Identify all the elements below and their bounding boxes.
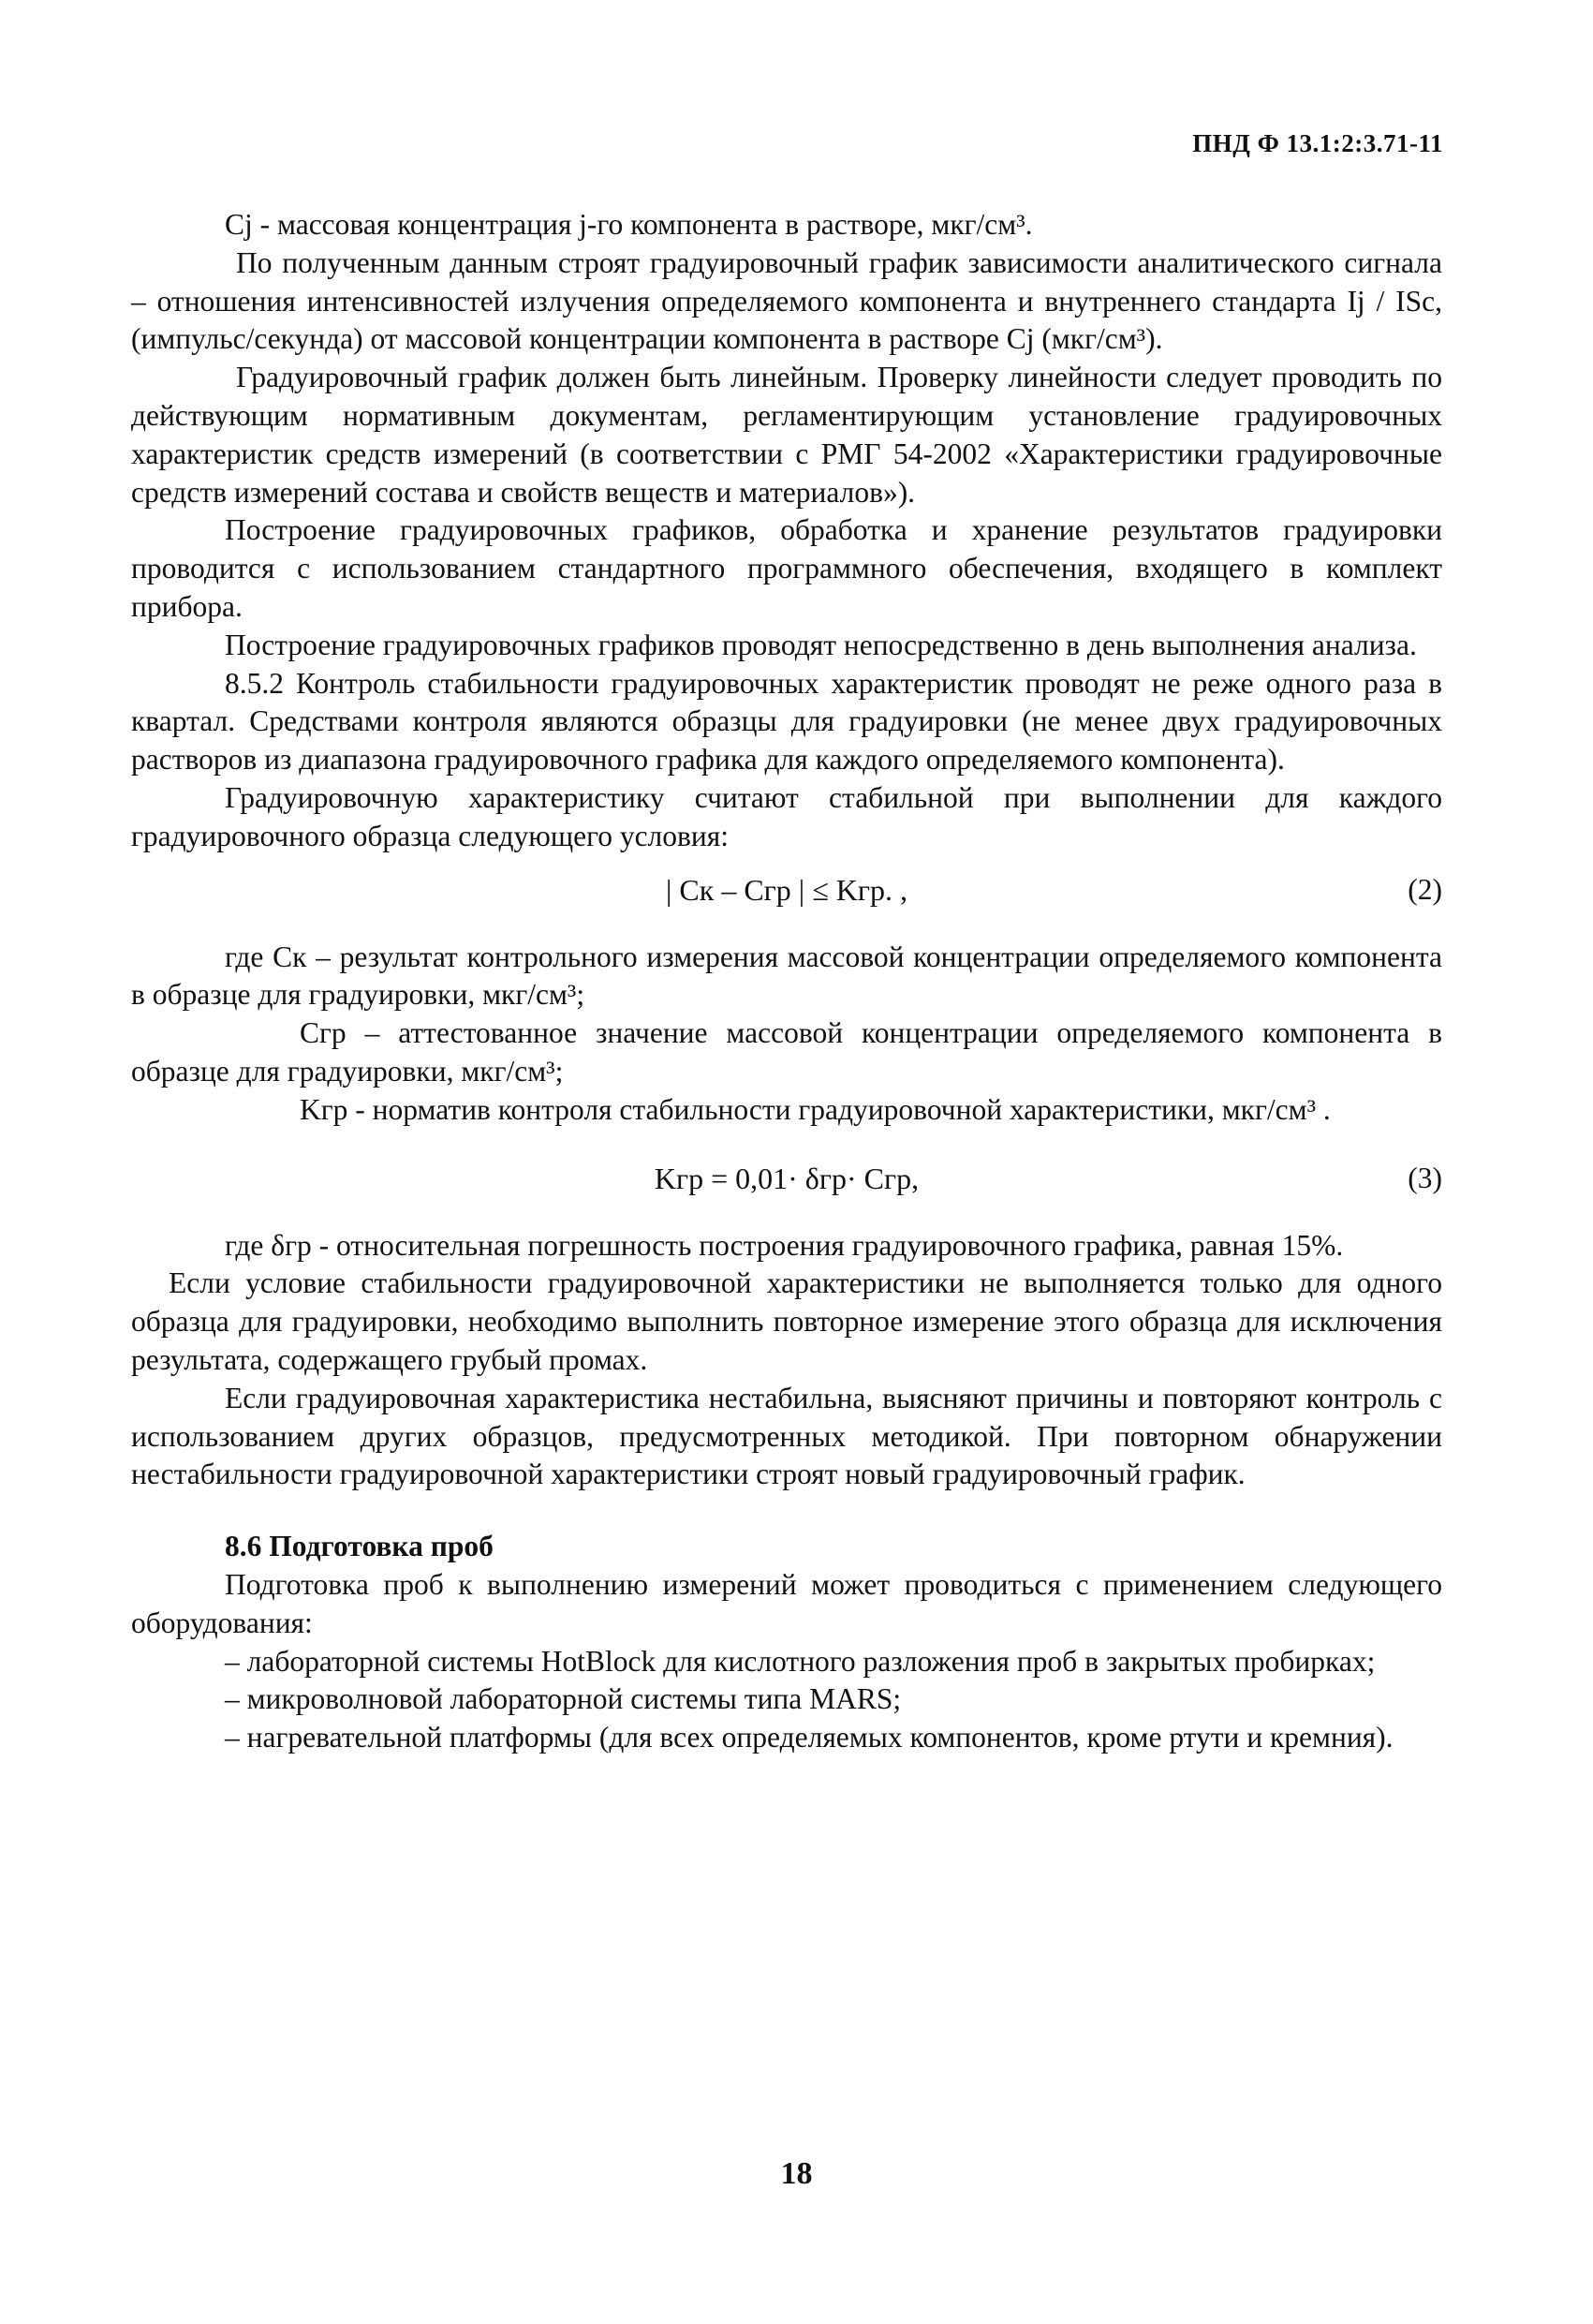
- page-number: 18: [780, 2156, 813, 2191]
- list-item-hotblock: – лабораторной системы HotBlock для кислотного разложения проб в закрытых пробирках;: [225, 1644, 1376, 1678]
- paragraph-graph-processing: Построение градуировочных графиков, обработка и хранение результатов градуировки проводится с использованием стандартного программного обеспечения, входящего в комплект прибора.: [131, 513, 1442, 623]
- formula-3-number: (3): [1408, 1161, 1442, 1194]
- formula-3-expression: Kгр = 0,01· δгр· Cгр,: [654, 1161, 920, 1195]
- formula-2: [131, 856, 1442, 924]
- formula-2-number: (2): [1408, 872, 1442, 906]
- document-code-header: ПНД Ф 13.1:2:3.71-11: [1192, 129, 1443, 157]
- formula-2-expression: | Cк – Cгр | ≤ Kгр. ,: [666, 872, 907, 907]
- formula-3: [131, 1145, 1442, 1212]
- document-body: [131, 206, 1442, 1757]
- section-title-sample-prep: 8.6 Подготовка проб: [225, 1530, 494, 1563]
- list-item-mars: – микроволновой лабораторной системы типа MARS;: [225, 1682, 902, 1716]
- paragraph-stability-condition: Градуировочную характеристику считают стабильной при выполнении для каждого градуировочного образца следующего условия:: [131, 780, 1442, 852]
- paragraph-sample-prep-equipment: Подготовка проб к выполнению измерений может проводиться с применением следующего оборудования:: [131, 1567, 1442, 1639]
- paragraph-repeat-measurement: Если условие стабильности градуировочной характеристики не выполняется только для одного образца для градуировки, необходимо выполнить повторное измерение этого образца для исключения результата, содержащего грубый промах.: [131, 1266, 1442, 1376]
- paragraph-where-delta: где δгр - относительная погрешность построения градуировочного графика, равная 15%.: [225, 1228, 1344, 1262]
- paragraph-where-ck: где Cк – результат контрольного измерения массовой концентрации определяемого компонента в образце для градуировки, мкг/см³;: [131, 940, 1442, 1012]
- paragraph-where-cgr: Cгр – аттестованное значение массовой концентрации определяемого компонента в образце для градуировки, мкг/см³;: [131, 1016, 1442, 1088]
- list-item-heating-platform: – нагревательной платформы (для всех определяемых компонентов, кроме ртути и кремния).: [225, 1721, 1394, 1754]
- paragraph-graph-same-day: Построение градуировочных графиков проводят непосредственно в день выполнения анализа.: [225, 628, 1417, 661]
- paragraph-linearity: Градуировочный график должен быть линейным. Проверку линейности следует проводить по действующим нормативным документам, регламентирующим установление градуировочных характеристик средств измерений (в соответствии с РМГ 54-2002 «Характеристики градуировочные средств измерений состава и свойств веществ и материалов»).: [131, 361, 1442, 509]
- paragraph-unstable-characteristic: Если градуировочная характеристика нестабильна, выясняют причины и повторяют контроль с использованием других образцов, предусмотренных методикой. При повторном обнаружении нестабильности градуировочной характеристики строят новый градуировочный график.: [131, 1381, 1442, 1491]
- paragraph-calibration-graph: По полученным данным строят градуировочный график зависимости аналитического сигнала – отношения интенсивностей излучения определяемого компонента и внутреннего стандарта Ij / ISc, (импульс/секунда) от массовой концентрации компонента в растворе Cj (мкг/см³).: [131, 245, 1442, 356]
- paragraph-cj-definition: Cj - массовая концентрация j-го компонента в растворе, мкг/см³.: [225, 208, 1033, 241]
- paragraph-stability-control: 8.5.2 Контроль стабильности градуировочных характеристик проводят не реже одного раза в квартал. Средствами контроля являются образцы для градуировки (не менее двух градуировочных растворов из диапазона градуировочного графика для каждого определяемого компонента).: [131, 666, 1442, 777]
- paragraph-where-kgr: Kгр - норматив контроля стабильности градуировочной характеристики, мкг/см³ .: [300, 1092, 1331, 1126]
